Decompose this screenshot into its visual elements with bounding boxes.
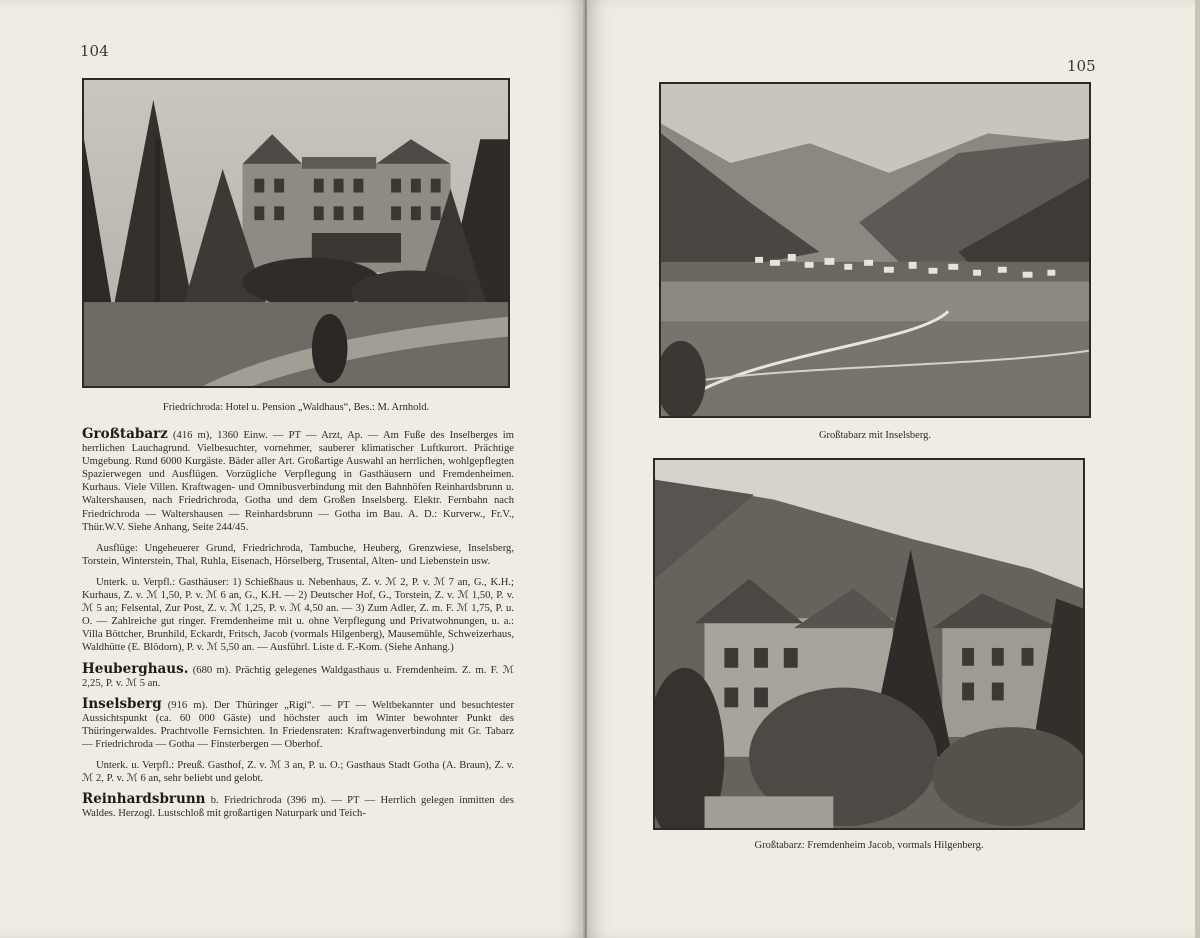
entry-heuberghaus (82, 660, 515, 690)
left-page (0, 0, 585, 938)
entry-title: Großtabarz (82, 426, 168, 442)
photo-hotel-waldhaus (82, 78, 510, 388)
page-edge (1195, 0, 1200, 938)
entry-text: b. Friedrichroda (396 m). — PT — Herrlich gelegen inmitten des Waldes. Herzogl. Lustschloß mit großartigen Naturpark und Teich- (82, 795, 514, 820)
entry-text: (416 m), 1360 Einw. — PT — Arzt, Ap. — Am Fuße des Inselberges im herrlichen Lauchagrund. Vielbesuchter, vornehmer, sauberer klimatischer Luftkurort. Prächtige Umgebung. Rund 6000 Kurgäste. Bäder aller Art. Großartige Auswahl an herrlichen, wohlgepflegten Spazierwegen und Ausflügen. Vorzügliche Verpflegung in Gasthäusern und Fremdenheimen. Kurhaus. Viele Villen. Kraftwagen- und Omnibusverbindung mit den Bahnhöfen Reinhardsbrunn u. Waltershausen, nach Friedrichroda, Gotha und dem Großen Inselsberg. Elektr. Fernbahn nach Friedrichroda — Waltershausen — Reinhardsbrunn — Gotha im Bau. A. D.: Kurverw., Fr.V., Thür.W.V. Siehe Anhang, Seite 244/45. (82, 430, 514, 533)
photo-fremdenheim-jacob (653, 458, 1085, 830)
entry-title: Heuberghaus. (82, 660, 189, 677)
page-number-left: 104 (80, 42, 109, 60)
page-number-right: 105 (1067, 57, 1096, 75)
entry-paragraph-unterkunft: Unterk. u. Verpfl.: Gasthäuser: 1) Schießhaus u. Nebenhaus, Z. v. ℳ 2, P. v. ℳ 7 an, G., K.H.; Kurhaus, Z. v. ℳ 1,50, P. v. ℳ 6 an, G., K.H. — 2) Deutscher Hof, G., Torstein, Z. v. ℳ 1,50, P. v. ℳ 5 an; Felsental, Zur Post, Z. v. ℳ 1,25, P. v. ℳ 4,50 an. — 3) Zum Adler, Z. m. F. ℳ 1,75, P. u. O. — Zahlreiche gut ringer. Fremdenheime mit u. ohne Verpflegung und Privatwohnungen, u. a.: Villa Böttcher, Brunhild, Eckardt, Fritsch, Jacob (vormals Hilgenberg), Mausemühle, Schweizerhaus, Waldhütte (E. Blödorn), P. v. ℳ 5,50 an. — Ausführl. Liste d. F.-Kom. (Siehe Anhang.) (82, 576, 514, 654)
right-page (587, 0, 1195, 938)
entry-paragraph-ausfluege: Ausflüge: Ungeheuerer Grund, Friedrichroda, Tambuche, Heuberg, Grenzwiese, Inselsberg, Torstein, Winterstein, Thal, Ruhla, Eisenach, Hörselberg, Trusental, Alten- und Liebenstein usw. (82, 542, 514, 567)
fremdenheim-photo-image (655, 460, 1083, 828)
entry-inselsberg (82, 695, 514, 751)
entry-reinhardsbrunn (82, 793, 514, 820)
guide-text (82, 428, 514, 828)
entry-title: Reinhardsbrunn (82, 791, 206, 808)
valley-photo-image (661, 84, 1089, 416)
entry-text: (680 m). Prächtig gelegenes Waldgasthaus u. Fremdenheim. Z. m. F. ℳ 2,25, P. v. ℳ 5 an. (82, 664, 515, 689)
hotel-photo-caption: Friedrichroda: Hotel u. Pension „Waldhaus“, Bes.: M. Arnhold. (162, 402, 430, 413)
entry-grosstabarz (82, 428, 514, 534)
photo-grosstabarz-valley (659, 82, 1091, 418)
entry-text: (916 m). Der Thüringer „Rigi“. — PT — Weltbekannter und besuchtester Aussichtspunkt (ca. 60 000 Gäste) und höchster auch im Winter bewohnter Punkt des Thüringerwaldes. Prachtvolle Fernsichten. In Friedensraten: Kraftwagenverbindung mit Gr. Tabarz — Friedrichroda — Gotha — Finsterbergen — Oberhof. (82, 699, 514, 750)
entry-title: Inselsberg (82, 695, 162, 712)
entry-paragraph-inselsberg-unterkunft: Unterk. u. Verpfl.: Preuß. Gasthof, Z. v. ℳ 3 an, P. u. O.; Gasthaus Stadt Gotha (A. Braun), Z. v. ℳ 2, P. v. ℳ 6 an, sehr beliebt und gelobt. (82, 760, 514, 785)
hotel-photo-image (84, 80, 508, 386)
valley-photo-caption: Großtabarz mit Inselsberg. (818, 430, 932, 441)
fremdenheim-photo-caption: Großtabarz: Fremdenheim Jacob, vormals Hilgenberg. (754, 840, 984, 851)
